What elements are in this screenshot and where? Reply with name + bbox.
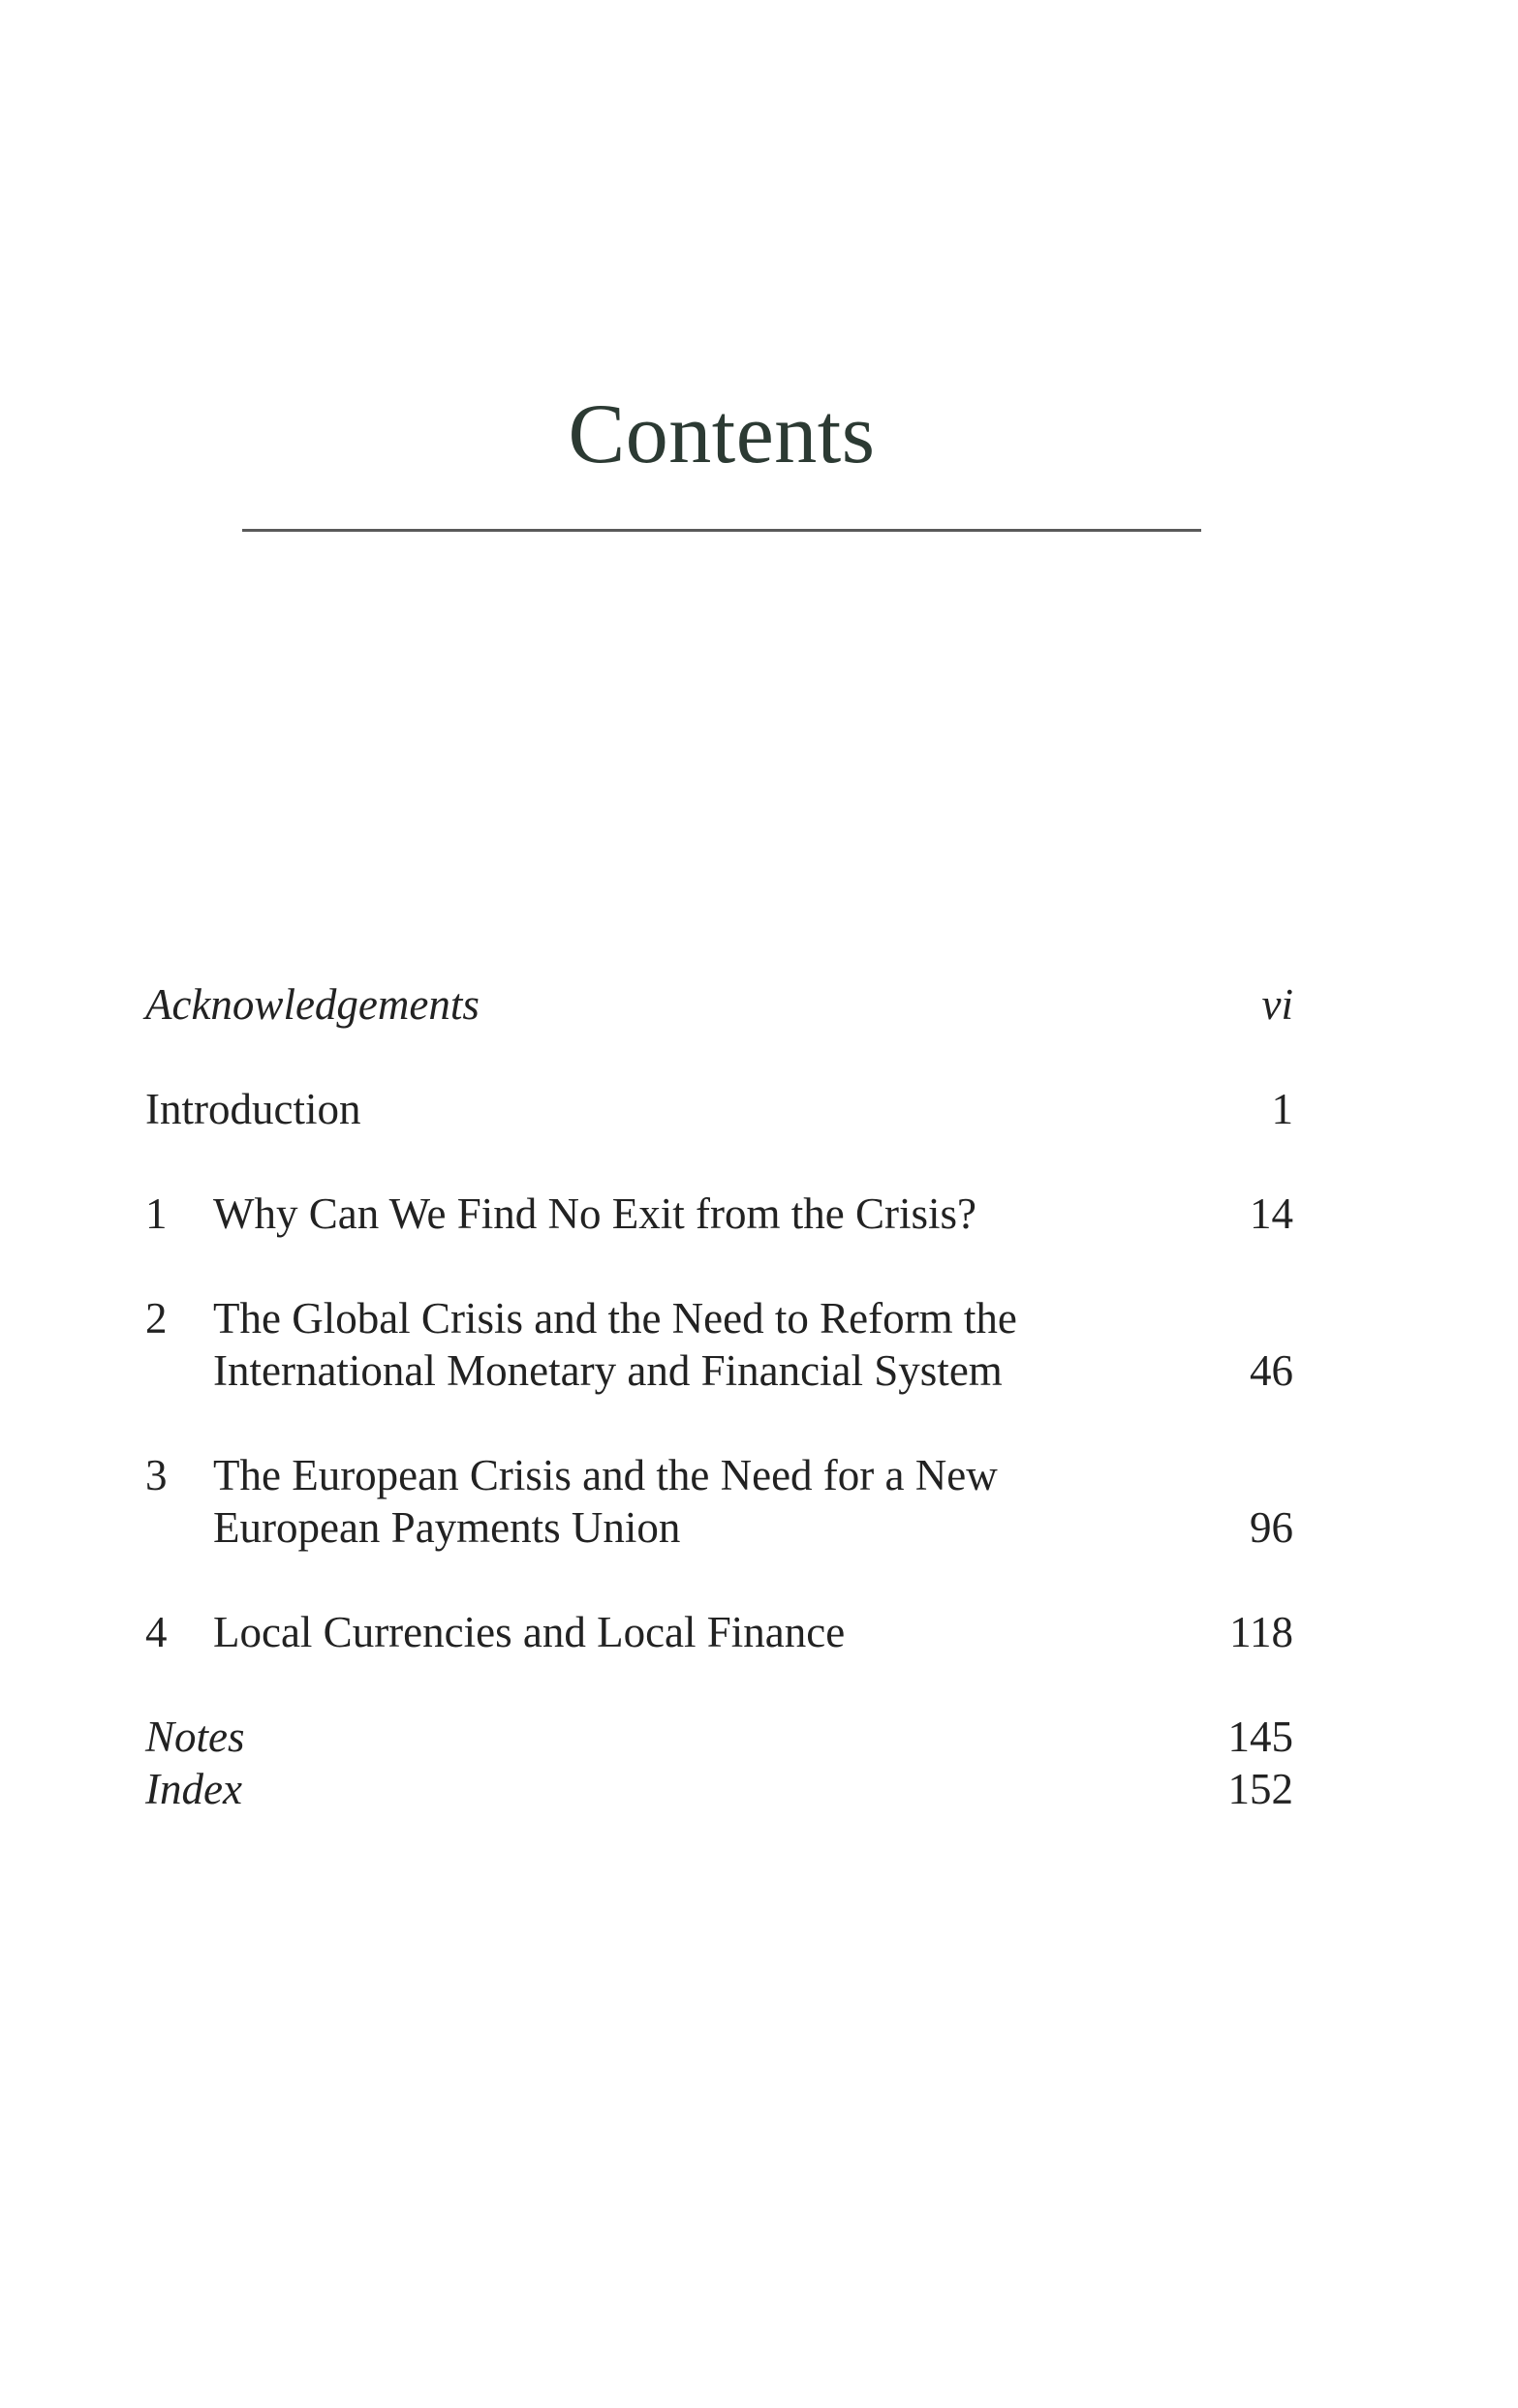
toc-entry-line: Acknowledgements xyxy=(145,980,480,1029)
toc-entry-number: 4 xyxy=(145,1608,168,1656)
toc-entry-page: vi xyxy=(1261,980,1293,1029)
toc-entry-line: Index xyxy=(145,1765,242,1813)
toc-entry-label xyxy=(213,1292,1182,1397)
toc-entry-label xyxy=(213,1449,1182,1554)
toc-entry-label xyxy=(213,1188,1182,1240)
toc-entry-line: Why Can We Find No Exit from the Crisis? xyxy=(213,1189,976,1238)
title-rule xyxy=(242,529,1201,532)
toc-entry-line: European Payments Union xyxy=(213,1503,681,1552)
toc-entry-line: International Monetary and Financial System xyxy=(213,1346,1003,1395)
toc-entry-label xyxy=(213,1606,1182,1658)
toc-entry-page: 96 xyxy=(1250,1503,1293,1552)
toc-entry-page: 152 xyxy=(1227,1765,1293,1813)
toc-entry-line: Notes xyxy=(145,1713,245,1761)
toc-entry-label xyxy=(145,1083,1114,1135)
toc-entry-number: 3 xyxy=(145,1451,168,1499)
toc-entry-line: The European Crisis and the Need for a New xyxy=(213,1451,998,1499)
toc-entry-label xyxy=(145,1711,1114,1763)
toc-entry-page: 145 xyxy=(1227,1713,1293,1761)
toc-entry-line: Local Currencies and Local Finance xyxy=(213,1608,846,1656)
toc-entry-line: Introduction xyxy=(145,1085,361,1133)
toc-entry-label xyxy=(145,1763,1114,1815)
page-title: Contents xyxy=(568,387,876,481)
toc-entry-number: 1 xyxy=(145,1189,168,1238)
toc-entry-line: The Global Crisis and the Need to Reform the xyxy=(213,1294,1017,1343)
toc-entry-page: 46 xyxy=(1250,1346,1293,1395)
toc-entry-page: 14 xyxy=(1250,1189,1293,1238)
toc-entry-page: 118 xyxy=(1229,1608,1293,1656)
toc-entry-page: 1 xyxy=(1271,1085,1293,1133)
toc-entry-number: 2 xyxy=(145,1294,168,1343)
toc-entry-label xyxy=(145,978,1114,1031)
